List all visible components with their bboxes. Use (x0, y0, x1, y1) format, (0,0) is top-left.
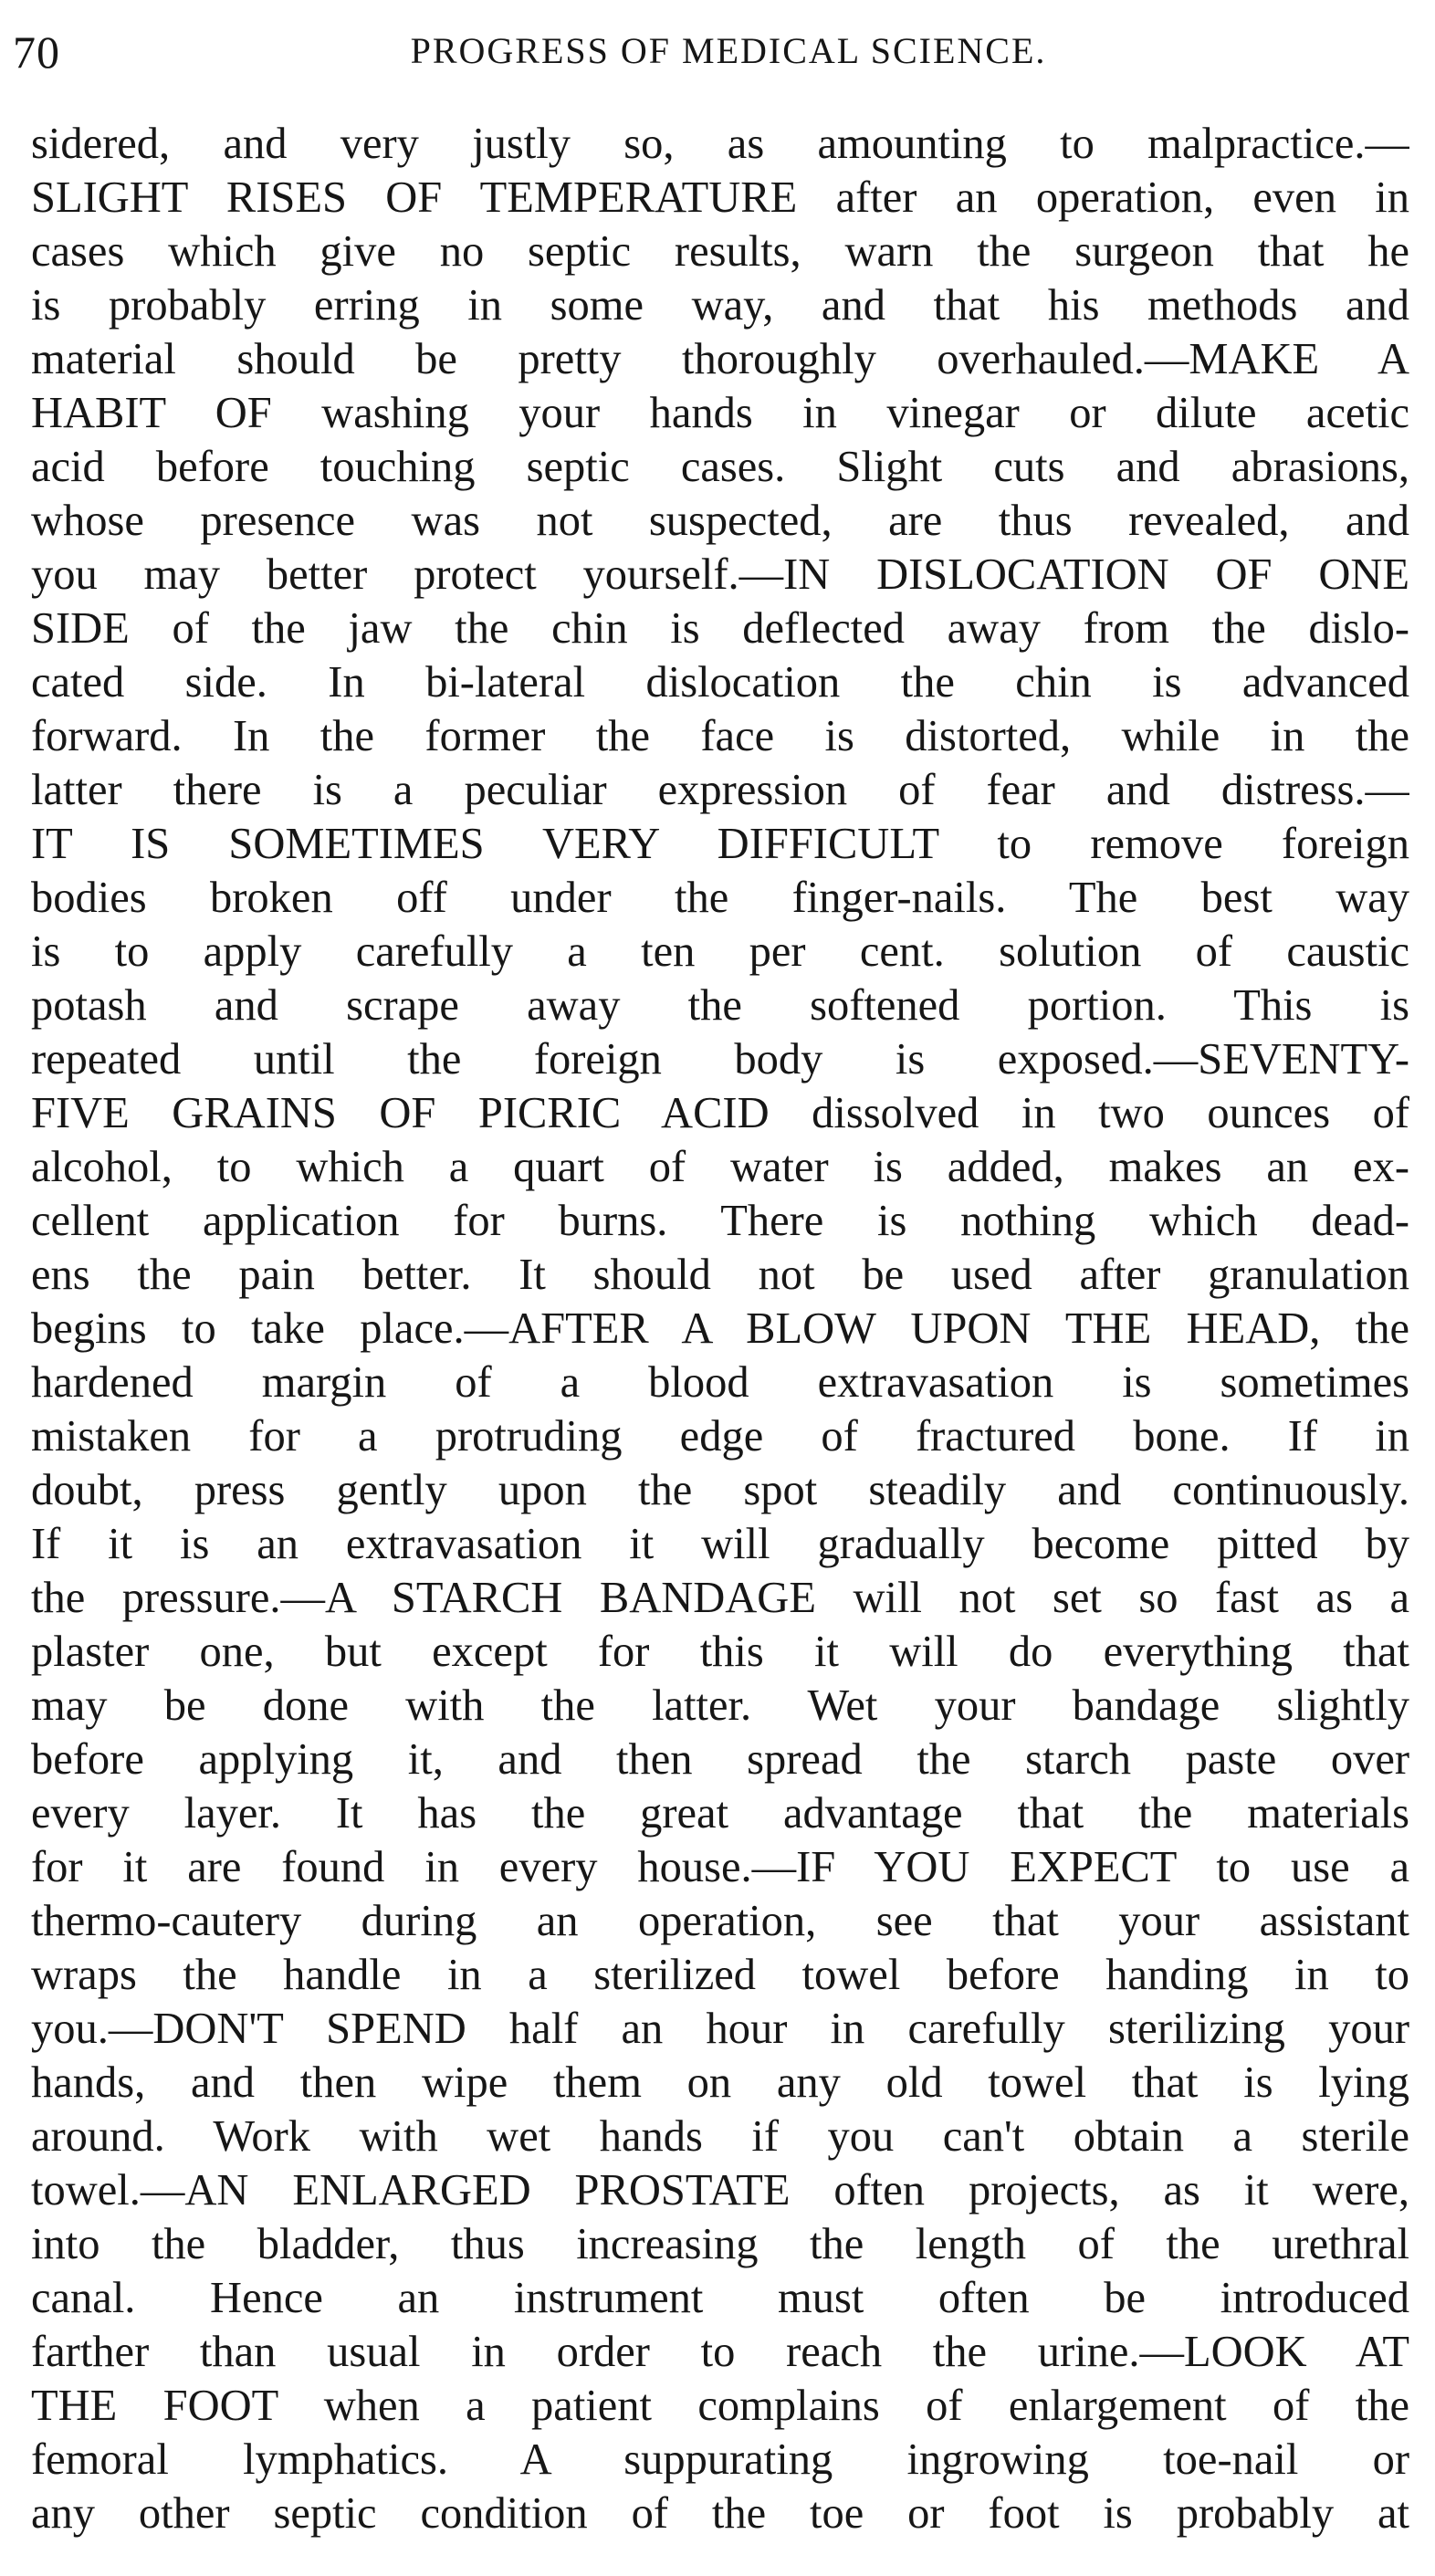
text-line: around. Work with wet hands if you can't obtain a sterile (31, 2112, 1409, 2161)
text-line: may be done with the latter. Wet your bandage slightly (31, 1681, 1409, 1730)
text-line: farther than usual in order to reach the urine.—LOOK AT (31, 2328, 1409, 2376)
text-line: repeated until the foreign body is exposed.—SEVENTY- (31, 1035, 1409, 1084)
text-line: FIVE GRAINS OF PICRIC ACID dissolved in two ounces of (31, 1089, 1409, 1137)
text-line: alcohol, to which a quart of water is added, makes an ex- (31, 1143, 1409, 1191)
text-line: cated side. In bi-lateral dislocation the chin is advanced (31, 658, 1409, 707)
text-line: HABIT OF washing your hands in vinegar or dilute acetic (31, 389, 1409, 437)
text-line: for it are found in every house.—IF YOU EXPECT to use a (31, 1843, 1409, 1891)
text-line: If it is an extravasation it will gradually become pitted by (31, 1520, 1409, 1568)
text-line: any other septic condition of the toe or foot is probably at (31, 2489, 1409, 2538)
text-line: towel.—AN ENLARGED PROSTATE often projects, as it were, (31, 2166, 1409, 2215)
text-line: is probably erring in some way, and that his methods and (31, 281, 1409, 330)
text-line: begins to take place.—AFTER A BLOW UPON THE HEAD, the (31, 1304, 1409, 1353)
text-line: into the bladder, thus increasing the length of the urethral (31, 2220, 1409, 2268)
text-line: you.—DON'T SPEND half an hour in carefully sterilizing your (31, 2005, 1409, 2053)
text-line: SIDE of the jaw the chin is deflected away from the dislo- (31, 604, 1409, 653)
text-line: latter there is a peculiar expression of fear and distress.— (31, 766, 1409, 814)
text-line: the pressure.—A STARCH BANDAGE will not set so fast as a (31, 1574, 1409, 1622)
text-line: before applying it, and then spread the starch paste over (31, 1735, 1409, 1784)
text-line: hardened margin of a blood extravasation is sometimes (31, 1358, 1409, 1407)
text-line: bodies broken off under the finger-nails. The best way (31, 874, 1409, 922)
running-title: PROGRESS OF MEDICAL SCIENCE. (410, 30, 1047, 71)
text-line: sidered, and very justly so, as amounting to malpractice.— (31, 120, 1409, 168)
text-line: doubt, press gently upon the spot steadily and continuously. (31, 1466, 1409, 1514)
text-line: plaster one, but except for this it will do everything that (31, 1628, 1409, 1676)
text-line: hands, and then wipe them on any old towel that is lying (31, 2058, 1409, 2107)
text-line: thermo-cautery during an operation, see that your assistant (31, 1897, 1409, 1945)
text-line: every layer. It has the great advantage that the materials (31, 1789, 1409, 1838)
text-line: SLIGHT RISES OF TEMPERATURE after an operation, even in (31, 173, 1409, 222)
text-line: you may better protect yourself.—IN DISLOCATION OF ONE (31, 550, 1409, 599)
text-line: material should be pretty thoroughly overhauled.—MAKE A (31, 335, 1409, 383)
text-line: canal. Hence an instrument must often be introduced (31, 2274, 1409, 2322)
text-line: forward. In the former the face is distorted, while in the (31, 712, 1409, 760)
page-header (13, 20, 1408, 84)
text-line: IT IS SOMETIMES VERY DIFFICULT to remove foreign (31, 820, 1409, 868)
text-line: THE FOOT when a patient complains of enlargement of the (31, 2382, 1409, 2430)
text-line: whose presence was not suspected, are thus revealed, and (31, 497, 1409, 545)
body-text (31, 117, 1409, 2540)
text-line: cases which give no septic results, warn the surgeon that he (31, 227, 1409, 276)
text-line: acid before touching septic cases. Slight cuts and abrasions, (31, 443, 1409, 491)
text-line: femoral lymphatics. A suppurating ingrowing toe-nail or (31, 2435, 1409, 2484)
text-line: ens the pain better. It should not be used after granulation (31, 1251, 1409, 1299)
text-line: mistaken for a protruding edge of fractured bone. If in (31, 1412, 1409, 1461)
text-line: cellent application for burns. There is nothing which dead- (31, 1197, 1409, 1245)
text-line: potash and scrape away the softened portion. This is (31, 981, 1409, 1030)
page-number: 70 (13, 26, 60, 78)
text-line: is to apply carefully a ten per cent. solution of caustic (31, 927, 1409, 976)
text-line: wraps the handle in a sterilized towel before handing in to (31, 1951, 1409, 1999)
